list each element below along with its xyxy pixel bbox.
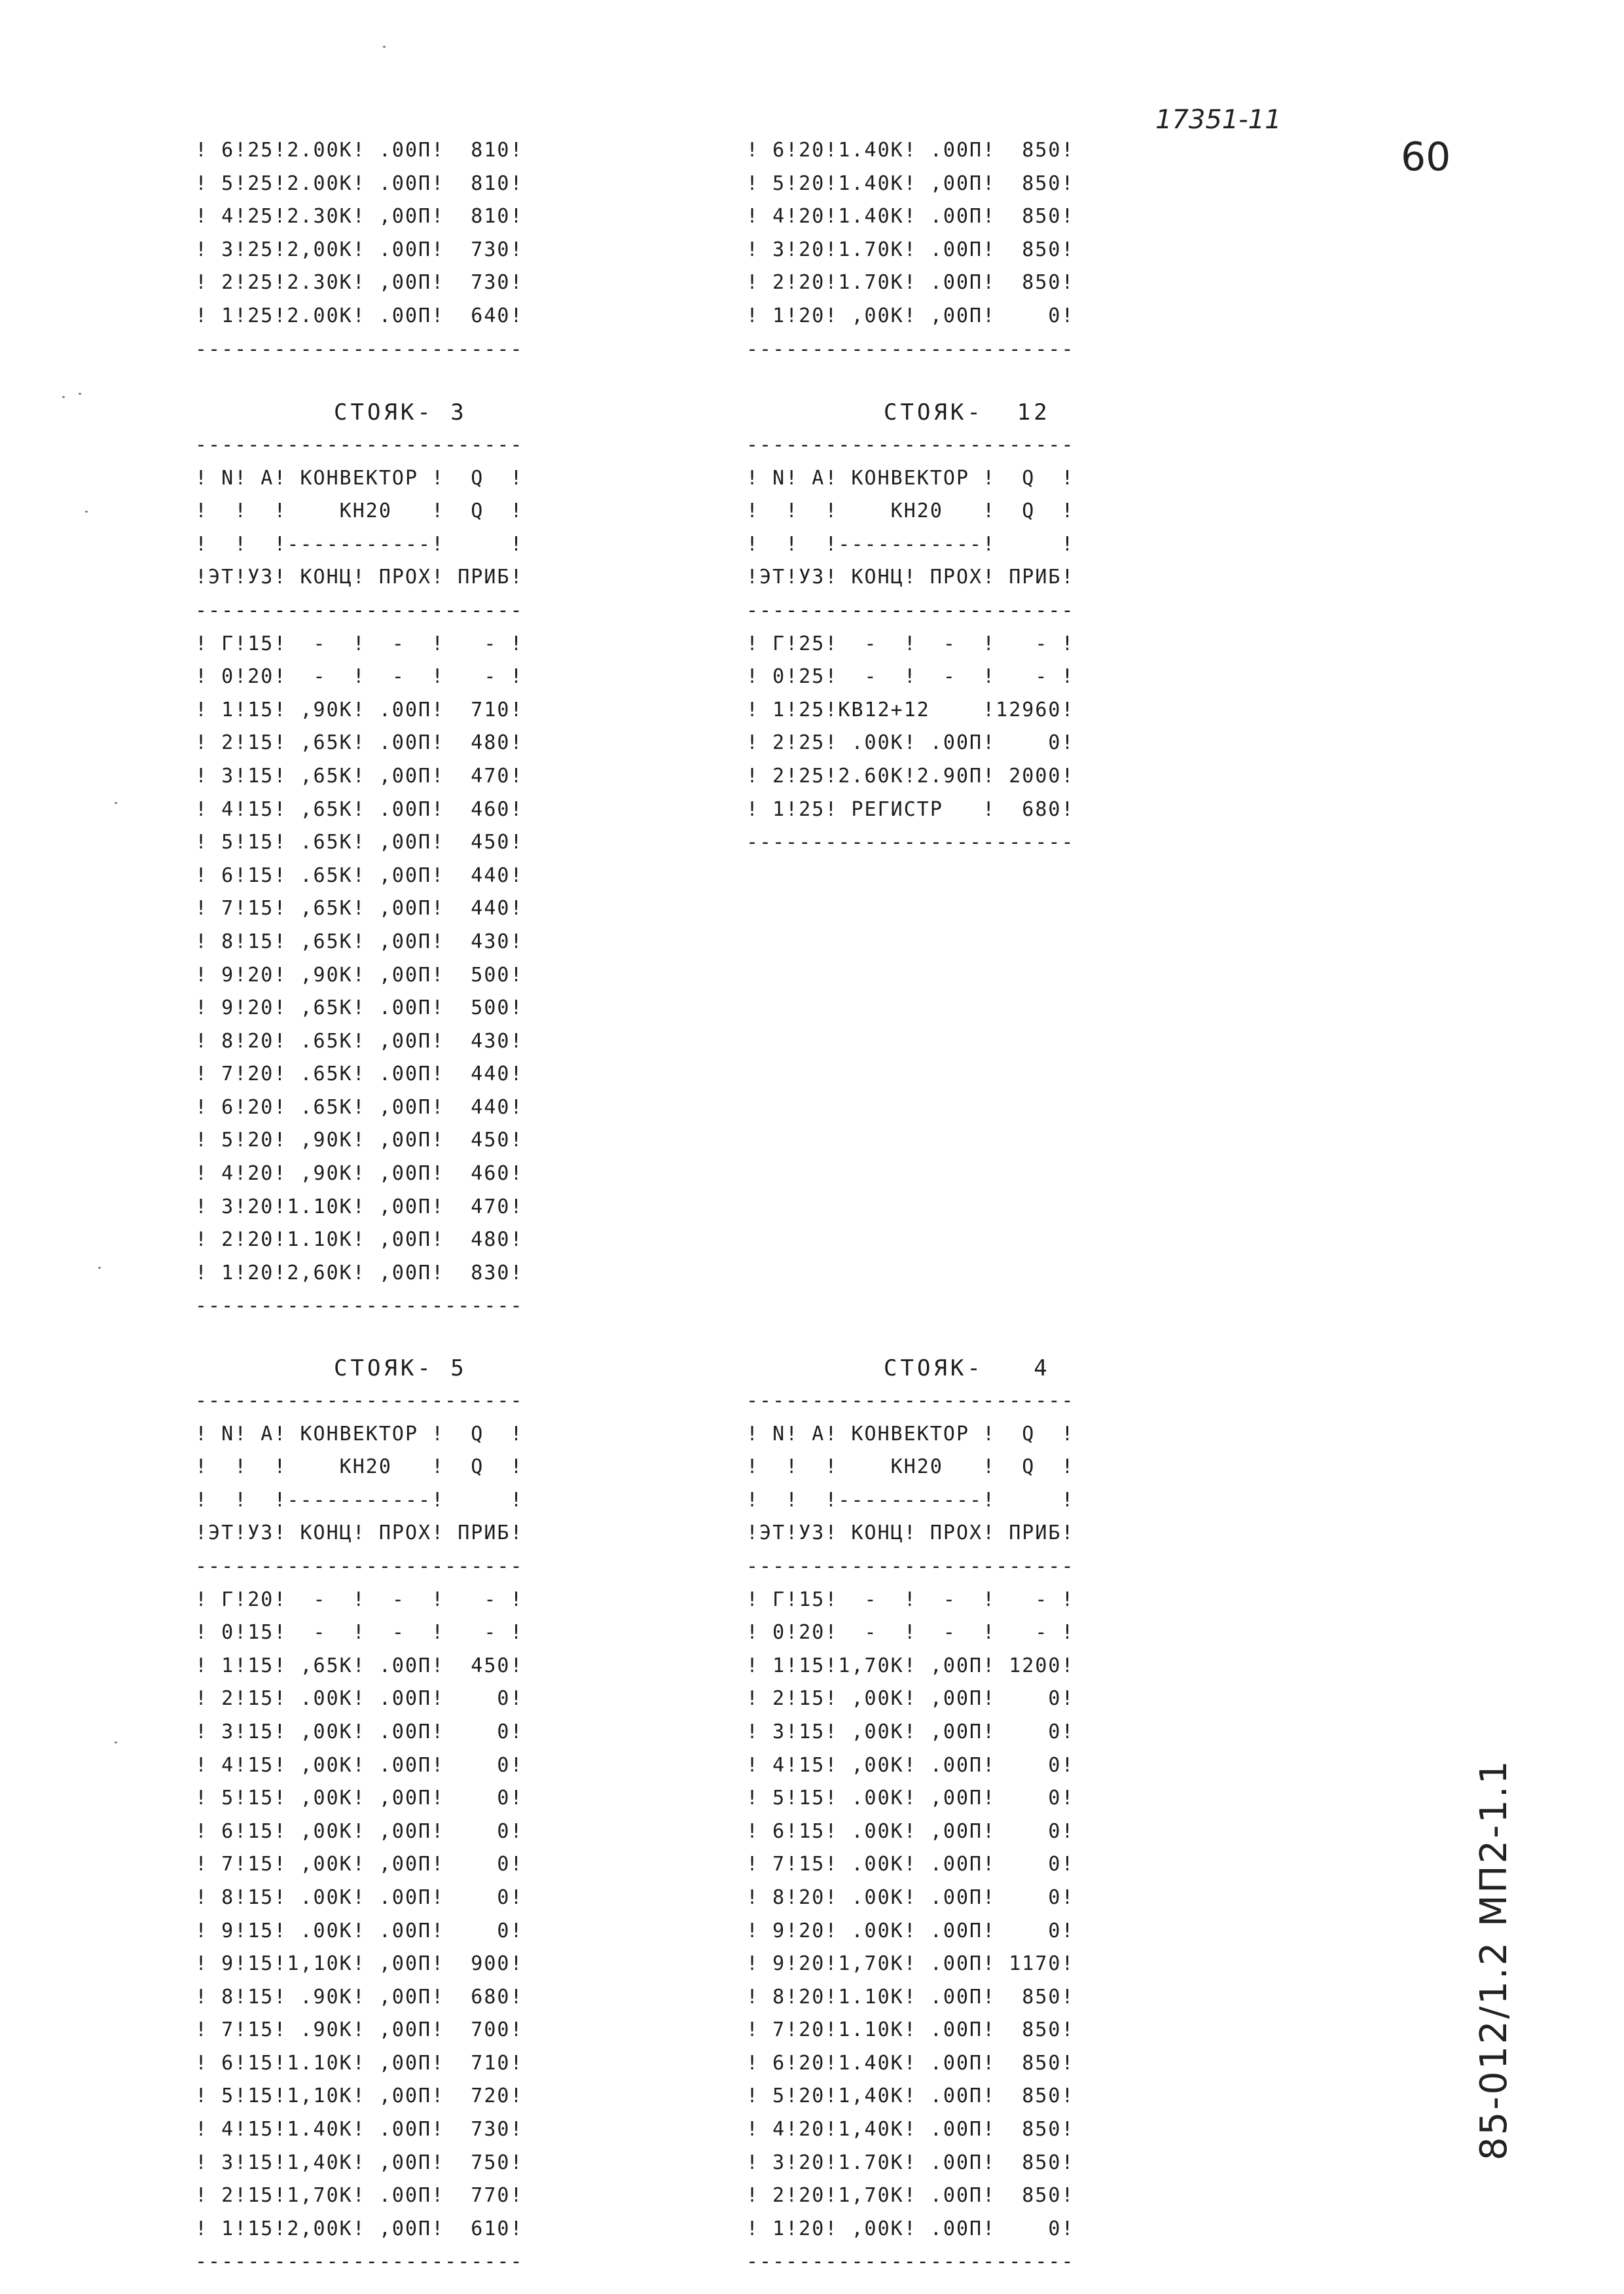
document-reference-number: 17351-11 <box>1155 105 1282 135</box>
stoyak-12-title: СТОЯК- 12 <box>884 399 1051 426</box>
scan-speck <box>115 802 117 804</box>
table-stoyak-3 <box>195 429 524 1323</box>
block-top-right-lines: ! 6!20!1.40К! .00П! 850! ! 5!20!1.40К! ,00П! 850! ! 4!20!1.40К! .00П! 850! ! 3!20!1.70К! .00П! 850! ! 2!20!1.70К! .00П! 850! ! 1!20! ,00К! ,00П! 0! ------------------------- <box>746 139 1075 361</box>
table-stoyak-4 <box>746 1385 1075 2279</box>
table-stoyak-4-lines: ------------------------- ! N! А! КОНВЕКТОР ! Q ! ! ! ! КН20 ! Q ! ! ! !-----------! ! !ЭТ!УЗ! КОНЦ! ПРОХ! ПРИБ! ------------------------- ! Г!15! - ! - ! - ! ! 0!20! - ! - ! - ! ! 1!15!1,70К! ,00П! 1200! ! 2!15! ,00К! ,00П! 0! ! 3!15! ,00К! ,00П! 0! ! 4!15! ,00К! .00П! 0! ! 5!15! .00К! ,00П! 0! ! 6!15! .00К! ,00П! 0! ! 7!15! .00К! .00П! 0! ! 8!20! .00К! .00П! 0! ! 9!20! .00К! .00П! 0! ! 9!20!1,70К! .00П! 1170! ! 8!20!1.10К! .00П! 850! ! 7!20!1.10К! .00П! 850! ! 6!20!1.40К! .00П! 850! ! 5!20!1,40К! .00П! 850! ! 4!20!1,40К! .00П! 850! ! 3!20!1.70К! .00П! 850! ! 2!20!1,70К! .00П! 850! ! 1!20! ,00К! .00П! 0! ------------------------- <box>746 1389 1075 2274</box>
scan-speck <box>98 1267 101 1269</box>
table-stoyak-3-lines: ------------------------- ! N! А! КОНВЕКТОР ! Q ! ! ! ! КН20 ! Q ! ! ! !-----------! ! !ЭТ!УЗ! КОНЦ! ПРОХ! ПРИБ! ------------------------- ! Г!15! - ! - ! - ! ! 0!20! - ! - ! - ! ! 1!15! ,90К! .00П! 710! ! 2!15! ,65К! .00П! 480! ! 3!15! ,65К! ,00П! 470! ! 4!15! ,65К! .00П! 460! ! 5!15! .65К! ,00П! 450! ! 6!15! .65К! ,00П! 440! ! 7!15! ,65К! ,00П! 440! ! 8!15! ,65К! ,00П! 430! ! 9!20! ,90К! ,00П! 500! ! 9!20! ,65К! .00П! 500! ! 8!20! .65К! ,00П! 430! ! 7!20! .65К! .00П! 440! ! 6!20! .65К! ,00П! 440! ! 5!20! ,90К! ,00П! 450! ! 4!20! ,90К! ,00П! 460! ! 3!20!1.10К! ,00П! 470! ! 2!20!1.10К! ,00П! 480! ! 1!20!2,60К! ,00П! 830! ------------------------- <box>195 433 524 1318</box>
table-stoyak-5 <box>195 1385 524 2279</box>
block-top-right <box>746 134 1075 366</box>
block-top-left-lines: ! 6!25!2.00К! .00П! 810! ! 5!25!2.00К! .00П! 810! ! 4!25!2.30К! ,00П! 810! ! 3!25!2,00К! .00П! 730! ! 2!25!2.30К! ,00П! 730! ! 1!25!2.00К! .00П! 640! ------------------------- <box>195 139 524 361</box>
sheet-number: 60 <box>1401 134 1451 180</box>
scan-speck <box>85 511 88 513</box>
scan-speck <box>62 396 65 398</box>
stoyak-3-title: СТОЯК- 3 <box>334 399 467 426</box>
scan-speck <box>115 1741 117 1743</box>
table-stoyak-5-lines: ------------------------- ! N! А! КОНВЕКТОР ! Q ! ! ! ! КН20 ! Q ! ! ! !-----------! ! !ЭТ!УЗ! КОНЦ! ПРОХ! ПРИБ! ------------------------- ! Г!20! - ! - ! - ! ! 0!15! - ! - ! - ! ! 1!15! ,65К! .00П! 450! ! 2!15! .00К! .00П! 0! ! 3!15! ,00К! .00П! 0! ! 4!15! ,00К! .00П! 0! ! 5!15! ,00К! ,00П! 0! ! 6!15! ,00К! ,00П! 0! ! 7!15! ,00К! ,00П! 0! ! 8!15! .00К! .00П! 0! ! 9!15! .00К! .00П! 0! ! 9!15!1,10К! ,00П! 900! ! 8!15! .90К! ,00П! 680! ! 7!15! .90К! ,00П! 700! ! 6!15!1.10К! ,00П! 710! ! 5!15!1,10К! ,00П! 720! ! 4!15!1.40К! .00П! 730! ! 3!15!1,40К! ,00П! 750! ! 2!15!1,70К! .00П! 770! ! 1!15!2,00К! ,00П! 610! ------------------------- <box>195 1389 524 2274</box>
table-stoyak-12-lines: ------------------------- ! N! А! КОНВЕКТОР ! Q ! ! ! ! КН20 ! Q ! ! ! !-----------! ! !ЭТ!УЗ! КОНЦ! ПРОХ! ПРИБ! ------------------------- ! Г!25! - ! - ! - ! ! 0!25! - ! - ! - ! ! 1!25!КВ12+12 !12960! ! 2!25! .00К! .00П! 0! ! 2!25!2.60К!2.90П! 2000! ! 1!25! РЕГИСТР ! 680! ------------------------- <box>746 433 1075 854</box>
scan-speck <box>79 393 81 395</box>
stoyak-5-title: СТОЯК- 5 <box>334 1355 467 1381</box>
table-stoyak-12 <box>746 429 1075 860</box>
document-code: 85-012/1.2 МП2-1.1 <box>1473 1758 1515 2160</box>
block-top-left <box>195 134 524 366</box>
scan-speck <box>383 46 386 48</box>
stoyak-4-title: СТОЯК- 4 <box>884 1355 1051 1381</box>
